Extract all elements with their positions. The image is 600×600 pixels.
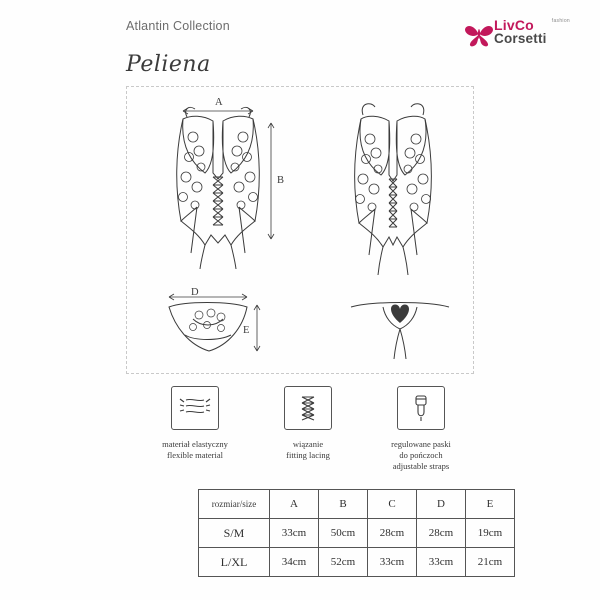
measure-label-d: D bbox=[191, 287, 199, 298]
feature-flexible-material bbox=[140, 386, 250, 461]
cell-c: 28cm bbox=[368, 519, 417, 548]
table-header-c: C bbox=[368, 490, 417, 519]
feature-caption-line1: materiał elastyczny bbox=[162, 439, 228, 449]
measure-label-e: E bbox=[243, 325, 250, 336]
size-table bbox=[198, 489, 515, 577]
cell-d: 28cm bbox=[417, 519, 466, 548]
table-row bbox=[199, 519, 515, 548]
feature-caption bbox=[253, 439, 363, 461]
brand-name-main: LivCo bbox=[494, 17, 534, 33]
feature-caption bbox=[140, 439, 250, 461]
elastic-material-icon bbox=[171, 386, 219, 430]
measure-label-b: B bbox=[277, 175, 285, 186]
illustration-frame bbox=[126, 86, 474, 374]
table-header-d: D bbox=[417, 490, 466, 519]
brand-name bbox=[494, 19, 572, 45]
cell-e: 19cm bbox=[466, 519, 515, 548]
feature-caption-line3: adjustable straps bbox=[392, 461, 450, 471]
feature-caption-line2: do pończoch bbox=[399, 450, 443, 460]
panty-styled-drawing bbox=[345, 299, 455, 361]
cell-b: 52cm bbox=[319, 548, 368, 577]
cell-b: 50cm bbox=[319, 519, 368, 548]
row-size-label: S/M bbox=[199, 519, 270, 548]
feature-caption-line2: fitting lacing bbox=[286, 450, 330, 460]
feature-fitting-lacing bbox=[253, 386, 363, 461]
corset-front-styled-drawing bbox=[323, 103, 463, 283]
adjustable-strap-clip-icon bbox=[397, 386, 445, 430]
brand-name-sub: Corsetti bbox=[494, 31, 547, 46]
table-header-e: E bbox=[466, 490, 515, 519]
cell-a: 33cm bbox=[270, 519, 319, 548]
feature-caption-line1: wiązanie bbox=[292, 439, 324, 449]
row-size-label: L/XL bbox=[199, 548, 270, 577]
feature-caption-line1: regulowane paski bbox=[391, 439, 451, 449]
feature-caption-line2: flexible material bbox=[167, 450, 223, 460]
measure-label-a: A bbox=[215, 97, 223, 108]
lacing-icon bbox=[284, 386, 332, 430]
brand-trademark: fashion bbox=[551, 18, 570, 24]
table-header-a: A bbox=[270, 490, 319, 519]
table-header-size: rozmiar/size bbox=[199, 490, 270, 519]
corset-front-technical-drawing bbox=[153, 103, 283, 273]
cell-d: 33cm bbox=[417, 548, 466, 577]
table-header-b: B bbox=[319, 490, 368, 519]
page-title: Peliena bbox=[126, 52, 211, 77]
table-header-row bbox=[199, 490, 515, 519]
feature-list bbox=[140, 386, 470, 476]
feature-caption bbox=[366, 439, 476, 472]
collection-title: Atlantin Collection bbox=[126, 19, 230, 33]
cell-e: 21cm bbox=[466, 548, 515, 577]
cell-c: 33cm bbox=[368, 548, 417, 577]
cell-a: 34cm bbox=[270, 548, 319, 577]
table-row bbox=[199, 548, 515, 577]
butterfly-logo-icon bbox=[464, 20, 494, 48]
feature-adjustable-straps bbox=[366, 386, 476, 472]
brand-logo bbox=[458, 18, 578, 54]
